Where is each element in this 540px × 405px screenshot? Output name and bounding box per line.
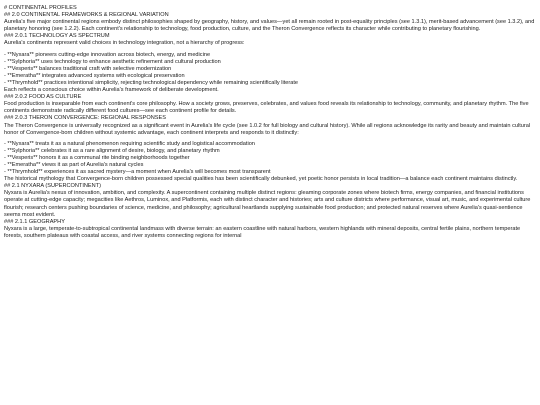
paragraph-food: Food production is inseparable from each continent's core philosophy. How a society grows, preserves, celebrates, and values food reveals its relationship to technology, community, and planetary rhythm. The five continents demonstrate radically different food cultures—see each continent profile for details. (4, 101, 529, 115)
theron-list (4, 141, 536, 176)
paragraph-theron: The Theron Convergence is universally recognized as a significant event in Aurelia's life cycle (see 1.0.2 for full biology and cultural history). While all regions acknowledge its rarity and beauty and maintain cultural honor of Convergence-born children without systemic advantage, each continent interprets and responds to it distinctly: (4, 122, 531, 136)
section-heading-2-0-3: ### 2.0.3 THERON CONVERGENCE: REGIONAL RESPONSES (4, 115, 166, 122)
section-heading-2-1: ## 2.1 NYXARA (SUPERCONTINENT) (4, 183, 101, 190)
list-item: - **Thrymhold** experiences it as sacred mystery—a moment when Aurelia's will becomes most transparent (4, 169, 271, 176)
list-item: - **Sylphoria** uses technology to enhance aesthetic refinement and cultural production (4, 58, 221, 65)
list-item: - **Thrymhold** practices intentional simplicity, rejecting technological dependency while remaining scientifically literate (4, 79, 299, 86)
paragraph-tech-end: Each reflects a conscious choice within Aurelia's framework of deliberate development. (4, 87, 219, 94)
paragraph-tech-intro: Aurelia's continents represent valid choices in technology integration, not a hierarchy of progress: (4, 40, 245, 47)
paragraph-theron-end: The historical mythology that Convergence-born children possessed special qualities has been scientifically debunked, yet poetic honor persists in local tradition—a balance each continent maintains distinctly. (4, 176, 518, 183)
paragraph-geography: Nyxara is a large, temperate-to-subtropical continental landmass with diverse terrain: an eastern coastline with natural harbors, western highlands with mineral deposits, central fertile plains, northern temperate forests, southern plateaus with coastal access, and river systems connecting regions for internal (4, 225, 521, 239)
list-item: - **Nyxara** treats it as a natural phenomenon requiring scientific study and logistical accommodation (4, 140, 255, 147)
tech-list (4, 52, 536, 87)
section-heading-2-0-2: ### 2.0.2 FOOD AS CULTURE (4, 94, 82, 101)
document-title: # CONTINENTAL PROFILES (4, 5, 77, 11)
list-item: - **Vesperis** honors it as a communal rite binding neighborhoods together (4, 154, 190, 161)
list-item: - **Sylphoria** celebrates it as a rare alignment of desire, biology, and planetary rhythm (4, 147, 220, 154)
section-heading-2-0-1: ### 2.0.1 TECHNOLOGY AS SPECTRUM (4, 33, 110, 40)
list-item: - **Vesperis** balances traditional craft with selective modernization (4, 65, 172, 72)
paragraph-nyxara: Nyxara is Aurelia's nexus of innovation, ambition, and complexity. A supercontinent containing multiple distinct regions: gleaming corporate zones where biotech firms, energy companies, and financial institutions operate at cutting-edge capacity; megacities like Aethros, Luminox, and Platformis, each with distinct character and histories; arts and culture districts where performance, visual art, music, and experimental culture flourish; research centers pushing boundaries of science, medicine, and philosophy; agricultural heartlands supplying sustainable food production; and protected natural reserves where Aurelia's quasi-sentience seems most evident. (4, 190, 531, 218)
section-heading-2-1-1: ### 2.1.1 GEOGRAPHY (4, 218, 65, 225)
list-item: - **Nyxara** pioneers cutting-edge innovation across biotech, energy, and medicine (4, 51, 211, 58)
list-item: - **Emeratha** integrates advanced systems with ecological preservation (4, 72, 185, 79)
section-heading-2-0: ## 2.0 CONTINENTAL FRAMEWORKS & REGIONAL VARIATION (4, 12, 169, 19)
paragraph-frameworks: Aurelia's five major continental regions embody distinct philosophies shaped by geography, history, and values—yet all remain rooted in post-equality principles (see 1.3.1), merit-based advancement (see 1.3.2), and planetary honoring (see 1.2.2). Each continent's relationship to technology, food production, culture, and the Theron Convergence reflects its character while contributing to planetary flourishing. (4, 19, 535, 33)
list-item: - **Emeratha** views it as part of Aurelia's natural cycles (4, 161, 144, 168)
